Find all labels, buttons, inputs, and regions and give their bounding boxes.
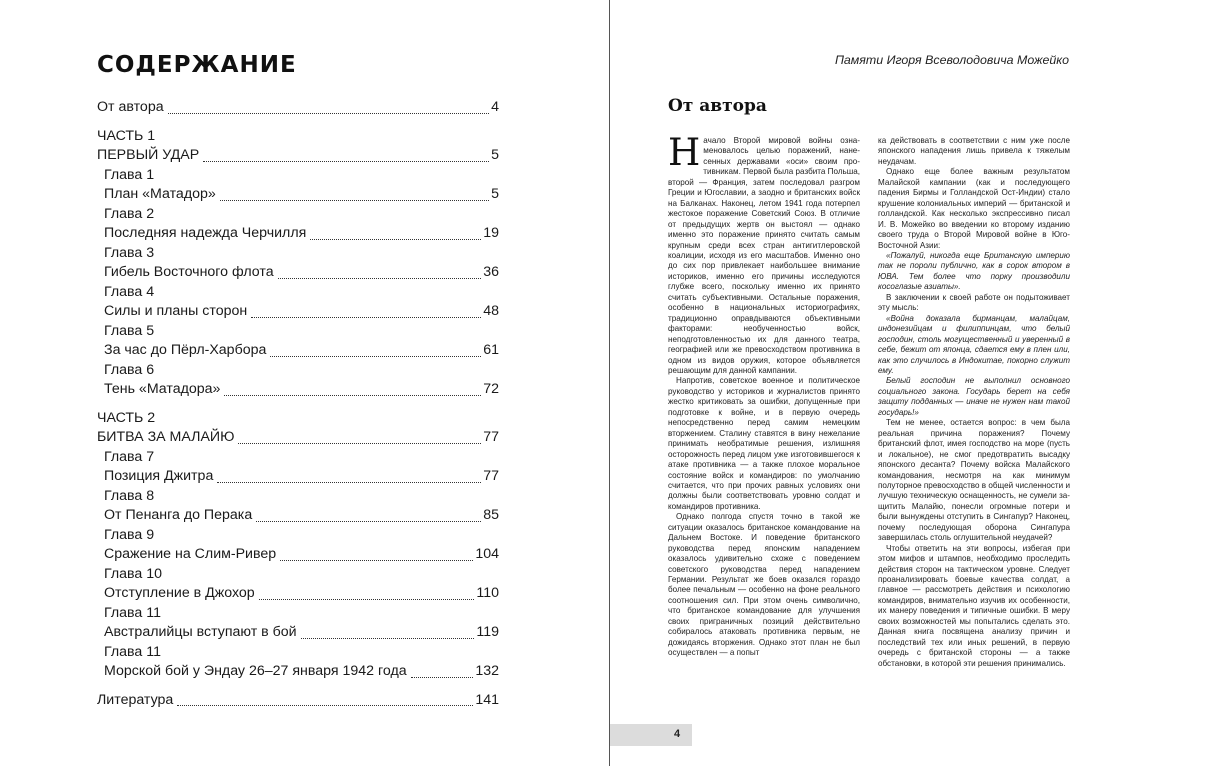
toc-entry-page: 77 xyxy=(483,429,499,445)
dot-leader xyxy=(256,521,481,522)
paragraph xyxy=(668,136,860,376)
toc-entry-label: Морской бой у Эндау 26–27 января 1942 года xyxy=(104,663,407,679)
dot-leader xyxy=(259,599,475,600)
dot-leader xyxy=(251,317,481,318)
toc-chapter-entry[interactable] xyxy=(97,341,499,361)
toc-entry-label: За час до Пёрл-Харбора xyxy=(104,342,267,358)
dot-leader xyxy=(168,113,490,114)
dot-leader xyxy=(270,356,481,357)
dot-leader xyxy=(301,638,475,639)
toc-chapter-label: Глава 7 xyxy=(104,448,155,465)
toc-entry-label: План «Матадор» xyxy=(104,186,216,202)
toc-entry-page: 141 xyxy=(475,691,499,708)
paragraph-text: ачало Второй мировой войны ознаменовалось целью поражений, нанесенных державами «оси» своим противникам. Первой была разбита Польша, второй — Франция, затем последовал разгром Греции и Югославии, а заодно и британских войск на Балканах. Наконец, летом 1941 года потерпел жестокое поражение Советский Союз. В отличие от предыдущих жертв он выстоял — однако именно это поражение принято считать самым крупным среди всех стран антигитлеровской коалиции, исходя из его масштабов. Именно оно до сих пор привлекает наибольшее внимание историков, именно его причины исследуются глубже всего, поскольку именно их принято считать субъективными. Остальные поражения, особенно в национальных историографиях, традиционно оправдываются объективными факторами: необученностью войск, неподготовленностью их для данного театра, географией или же превосходством противника в одном из видов оружия, которое объявляется решающим для данной кампании. xyxy=(668,136,860,375)
toc-chapter-label: Глава 2 xyxy=(104,205,155,222)
toc-part-label: ЧАСТЬ 1 xyxy=(97,127,156,144)
paragraph: Однако полгода спустя точно в такой же ситуации оказалось британское командование на Дальнем Востоке. И поведение британского руководства перед японским нападением оказалось удивительно схоже с поведением советского руководства перед нападением Германии. Результат же боев оказался гораздо более печальным — особенно на фоне реального соотношения сил. При этом очень символично, что британское командование для улучшения своих приграничных позиций действительно собиралось атаковать противника первым, не дожидаясь вторжения. Однако этот план не был осуществлен — а попыт xyxy=(668,512,860,658)
toc-entry-page: 61 xyxy=(483,342,499,358)
toc-entry-page: 5 xyxy=(491,147,499,163)
toc-chapter-entry[interactable] xyxy=(97,263,499,283)
toc-entry-page: 77 xyxy=(483,468,499,484)
paragraph: В заключении к своей работе он подытоживает эту мысль: xyxy=(878,292,1070,313)
toc-entry-page: 5 xyxy=(491,186,499,202)
toc-entry-label: Последняя надежда Черчилля xyxy=(104,225,307,241)
dot-leader xyxy=(238,443,481,444)
text-column-1 xyxy=(668,136,860,714)
foreword-columns xyxy=(668,136,1070,714)
toc-chapter-entry[interactable] xyxy=(97,623,499,643)
foreword-title: От автора xyxy=(668,96,767,116)
toc-chapter-entry[interactable] xyxy=(97,302,499,322)
paragraph: ка действовать в соответствии с ним уже после японского нападения лишь привела к тяжелым неудачам. xyxy=(878,136,1070,166)
toc-chapter-label: Глава 10 xyxy=(104,565,163,582)
toc-entry-label: От Пенанга до Перака xyxy=(104,507,253,523)
toc-chapter-label: Глава 5 xyxy=(104,322,155,339)
paragraph: Тем не менее, остается вопрос: в чем была реальная причина поражения? Почему британский флот, имея господство на море (пусть и локальное), не смог предотвратить высадку японского десанта? Почему войска Малайского командования, несмотря на как минимум полуторное превосходство в общей численности и лучшую техническую оснащенность, не сумели защитить Малайю, понесли огромные потери и были вынуждены отступить в Сингапур? Наконец, почему последующая оборона Сингапура завершилась столь оглушительной неудачей? xyxy=(878,418,1070,543)
dot-leader xyxy=(411,677,474,678)
toc-chapter-entry[interactable] xyxy=(97,185,499,205)
toc-chapter-entry[interactable] xyxy=(97,467,499,487)
dot-leader xyxy=(217,482,481,483)
toc-part-title[interactable] xyxy=(97,146,499,166)
dot-leader xyxy=(280,560,473,561)
toc-entry-page: 72 xyxy=(483,381,499,397)
dot-leader xyxy=(224,395,481,396)
toc-chapter-label: Глава 6 xyxy=(104,361,155,378)
toc-chapter-entry[interactable] xyxy=(97,545,499,565)
paragraph: Чтобы ответить на эти вопросы, избегая при этом мифов и штампов, необходимо проследить действия сторон на тактическом уровне. Следует проанализировать боевые качества солдат, а главное — рассмотреть действия и психологию командиров, внимательно изучив их особенности, их манеру поведения и типичные ошибки. В меру своих возможностей мы попытались сделать это. Данная книга посвящена анализу причин и последствий тех или иных решений, в первую очередь с британской стороны — а также обстановки, в которой эти решения принимались. xyxy=(878,543,1070,668)
toc-chapter-entry[interactable] xyxy=(97,224,499,244)
toc-entry-page: 110 xyxy=(476,585,499,601)
toc-chapter-entry[interactable] xyxy=(97,584,499,604)
paragraph: «Пожалуй, никогда еще Британскую империю так не пороли публично, как в сорок втором в ЮВА. Тем более что порку производили косоглазые азиаты». xyxy=(878,250,1070,292)
dot-leader xyxy=(177,705,473,706)
toc-entry-page: 85 xyxy=(483,507,499,523)
toc-entry-label: Сражение на Слим-Ривер xyxy=(104,546,277,562)
left-page xyxy=(0,0,609,766)
toc-entry-label: Литература xyxy=(97,691,174,708)
toc-entry-page: 36 xyxy=(483,264,499,280)
toc-entry-label: БИТВА ЗА МАЛАЙЮ xyxy=(97,429,235,445)
dot-leader xyxy=(310,239,481,240)
paragraph: Однако еще более важным результатом Малайской кампании (как и последующего падения Бирмы и Голландской Ост-Индии) стало крушение колониальных империй — британской и голландской. Как несколько экспрессивно писал И. В. Можейко во введении ко второму изданию своего труда о Второй Мировой войне в Юго-Восточной Азии: xyxy=(878,167,1070,250)
toc-entry-label: От автора xyxy=(97,99,164,115)
toc-chapter-entry[interactable] xyxy=(97,380,499,400)
paragraph: «Война доказала бирманцам, малайцам, индонезийцам и филиппинцам, что белый господин, столь могущественный и уверенный в себе, бежит от японца, сдается ему в плен или, как это случилось в Индокитае, покорно служит ему. xyxy=(878,313,1070,375)
right-page xyxy=(610,0,1219,766)
toc-entry-page: 19 xyxy=(483,225,499,241)
text-column-2 xyxy=(878,136,1070,714)
toc-entry-page: 104 xyxy=(475,546,499,562)
toc-entry-literature[interactable] xyxy=(97,691,499,711)
page-number: 4 xyxy=(674,728,681,740)
paragraph: Напротив, советское военное и политическое руководство у историков и журналистов принято жестко критиковать за ошибки, допущенные при подготовке к войне, и в первую очередь непосредственно перед самим немецким вторжением. Сталину ставятся в вину нежелание принимать необратимые решения, излишняя осторожность перед лицом уже изготовившегося к атаке противника — а также плохое моральное состояние войск и командиров: по умолчанию считается, что при прочих равных условиях они должны были соответствовать уровню солдат и командиров противника. xyxy=(668,376,860,511)
toc-entry-label: Позиция Джитра xyxy=(104,468,214,484)
toc-entry-page: 48 xyxy=(483,303,499,319)
paragraph: Белый господин не выполнил основного социального закона. Государь берет на себя защиту подданных — иначе не нужен нам такой государь!» xyxy=(878,376,1070,417)
toc-part-label: ЧАСТЬ 2 xyxy=(97,409,156,426)
toc-title: СОДЕРЖАНИЕ xyxy=(97,52,297,78)
dot-leader xyxy=(203,161,489,162)
toc-chapter-label: Глава 4 xyxy=(104,283,155,300)
toc-chapter-label: Глава 3 xyxy=(104,244,155,261)
toc-entry-page: 132 xyxy=(475,663,499,679)
toc-chapter-label: Глава 11 xyxy=(104,604,161,621)
drop-cap: Н xyxy=(668,136,701,174)
dot-leader xyxy=(220,200,489,201)
toc-entry-label: ПЕРВЫЙ УДАР xyxy=(97,147,200,163)
running-head: Памяти Игоря Всеволодовича Можейко xyxy=(834,53,1069,67)
toc-chapter-label: Глава 9 xyxy=(104,526,155,543)
toc-chapter-label: Глава 1 xyxy=(104,166,155,183)
dot-leader xyxy=(278,278,482,279)
toc-entry-label: Австралийцы вступают в бой xyxy=(104,624,297,640)
toc-chapter-label: Глава 11 xyxy=(104,643,161,660)
toc-entry-label: Силы и планы сторон xyxy=(104,303,248,319)
toc-chapter-entry[interactable] xyxy=(97,662,499,682)
toc-entry-label: Тень «Матадора» xyxy=(104,381,221,397)
table-of-contents xyxy=(97,98,499,710)
toc-entry-label: Гибель Восточного флота xyxy=(104,264,274,280)
toc-chapter-entry[interactable] xyxy=(97,506,499,526)
toc-entry-label: Отступление в Джохор xyxy=(104,585,255,601)
toc-chapter-label: Глава 8 xyxy=(104,487,155,504)
toc-part-title[interactable] xyxy=(97,428,499,448)
toc-entry-page: 4 xyxy=(491,99,499,115)
toc-entry-page: 119 xyxy=(476,624,499,640)
toc-entry-foreword[interactable] xyxy=(97,98,499,118)
